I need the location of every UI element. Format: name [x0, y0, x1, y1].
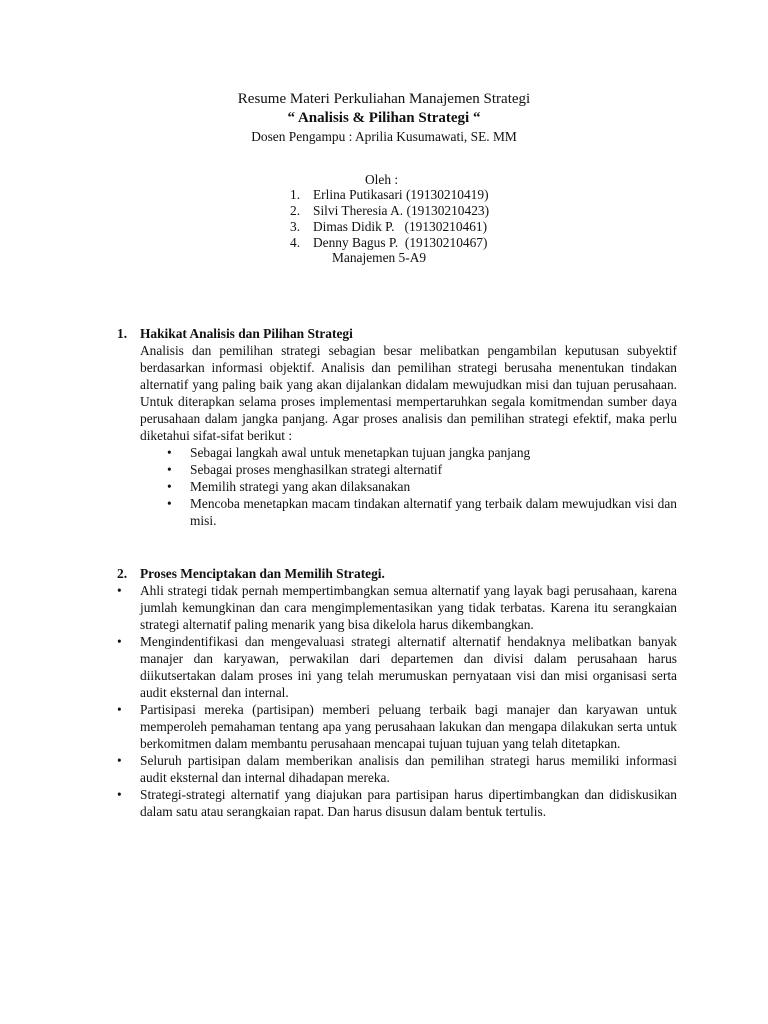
lecturer-line: Dosen Pengampu : Aprilia Kusumawati, SE. MM: [251, 129, 517, 144]
bullet-icon: •: [117, 702, 122, 717]
author-item: [290, 218, 487, 235]
bullet-icon: •: [167, 445, 172, 460]
bullet-list: [165, 444, 677, 529]
list-item: [117, 582, 677, 633]
section-proses: [117, 565, 677, 820]
author-number: 1.: [290, 187, 301, 202]
author-name: Silvi Theresia A. (19130210423): [313, 203, 490, 218]
author-name: Erlina Putikasari (19130210419): [313, 187, 489, 202]
section-hakikat: [117, 325, 677, 529]
bullet-icon: •: [167, 479, 172, 494]
author-item: [290, 186, 489, 203]
list-item-text: Ahli strategi tidak pernah mempertimbangkan semua alternatif yang layak bagi perusahaan, karena jumlah kemungkinan dan cara mengimplementasikan yang tidak terbatas. Karena itu serangkaian strategi alternatif paling menarik yang bisa dikelola harus dikembangkan.: [140, 583, 677, 632]
list-item: [117, 633, 677, 701]
list-item: [117, 701, 677, 752]
author-name: Dimas Didik P. (19130210461): [313, 219, 488, 234]
author-name: Denny Bagus P. (19130210467): [313, 235, 488, 250]
section-heading: [117, 565, 677, 582]
class-name: Manajemen 5-A9: [332, 250, 427, 265]
list-item-text: Partisipasi mereka (partisipan) memberi peluang terbaik bagi manajer dan karyawan untuk memperoleh pemahaman tentang apa yang perusahaan lakukan dan mengapa dilakukan serta untuk berkomitmen dalam membantu perusahaan mencapai tujuan tujuan yang telah ditetapkan.: [140, 702, 677, 751]
list-item-text: Sebagai proses menghasilkan strategi alternatif: [190, 462, 443, 477]
bullet-icon: •: [117, 583, 122, 598]
list-item-text: Mengindentifikasi dan mengevaluasi strategi alternatif alternatif hendaknya melibatkan banyak manajer dan karyawan, perwakilan dari departemen dan divisi dalam perusahaan harus diikutsertakan dalam proses ini yang telah merumuskan pernyataan visi dan misi organisasi serta audit eksternal dan internal.: [140, 634, 677, 700]
list-item: [117, 786, 677, 820]
bullet-icon: •: [167, 462, 172, 477]
list-item-text: Mencoba menetapkan macam tindakan alternatif yang terbaik dalam mewujudkan visi dan misi.: [190, 496, 677, 528]
list-item-text: Memilih strategi yang akan dilaksanakan: [190, 479, 411, 494]
bullet-icon: •: [117, 753, 122, 768]
document-subtitle: “ Analisis & Pilihan Strategi “: [287, 110, 481, 126]
author-number: 3.: [290, 219, 301, 234]
list-item: [165, 444, 677, 461]
section-heading-text: Hakikat Analisis dan Pilihan Strategi: [140, 326, 353, 341]
list-item-text: Sebagai langkah awal untuk menetapkan tujuan jangka panjang: [190, 445, 531, 460]
list-item: [117, 752, 677, 786]
bullet-list: [117, 582, 677, 820]
section-heading: [117, 325, 677, 342]
bullet-icon: •: [117, 634, 122, 649]
section-number: 2.: [117, 566, 128, 581]
document-header: [0, 90, 768, 145]
section-paragraph: Analisis dan pemilihan strategi sebagian besar melibatkan pengambilan keputusan subyektif berdasarkan informasi objektif. Analisis dan pemilihan strategi berusaha menentukan tindakan alternatif yang paling baik yang akan dijalankan didalam mewujudkan misi dan tujuan perusahaan. Untuk diterapkan selama proses implementasi mempertaruhkan segala komitmendan sumber daya perusahaan dalam jangka panjang. Agar proses analisis dan pemilihan strategi efektif, maka perlu diketahui sifat-sifat berikut :: [140, 343, 677, 443]
author-number: 2.: [290, 203, 301, 218]
bullet-icon: •: [167, 496, 172, 511]
list-item-text: Seluruh partisipan dalam memberikan analisis dan pemilihan strategi harus memiliki informasi audit eksternal dan internal dihadapan mereka.: [140, 753, 677, 785]
section-number: 1.: [117, 326, 128, 341]
document-title: Resume Materi Perkuliahan Manajemen Strategi: [237, 91, 531, 107]
list-item-text: Strategi-strategi alternatif yang diajukan para partisipan harus dipertimbangkan dan didiskusikan dalam satu atau serangkaian rapat. Dan harus disusun dalam bentuk tertulis.: [140, 787, 677, 819]
list-item: [165, 495, 677, 529]
authors-heading: Oleh :: [365, 172, 399, 187]
list-item: [165, 461, 677, 478]
list-item: [165, 478, 677, 495]
author-number: 4.: [290, 235, 301, 250]
section-heading-text: Proses Menciptakan dan Memilih Strategi.: [140, 566, 385, 581]
bullet-icon: •: [117, 787, 122, 802]
author-item: [290, 202, 489, 219]
